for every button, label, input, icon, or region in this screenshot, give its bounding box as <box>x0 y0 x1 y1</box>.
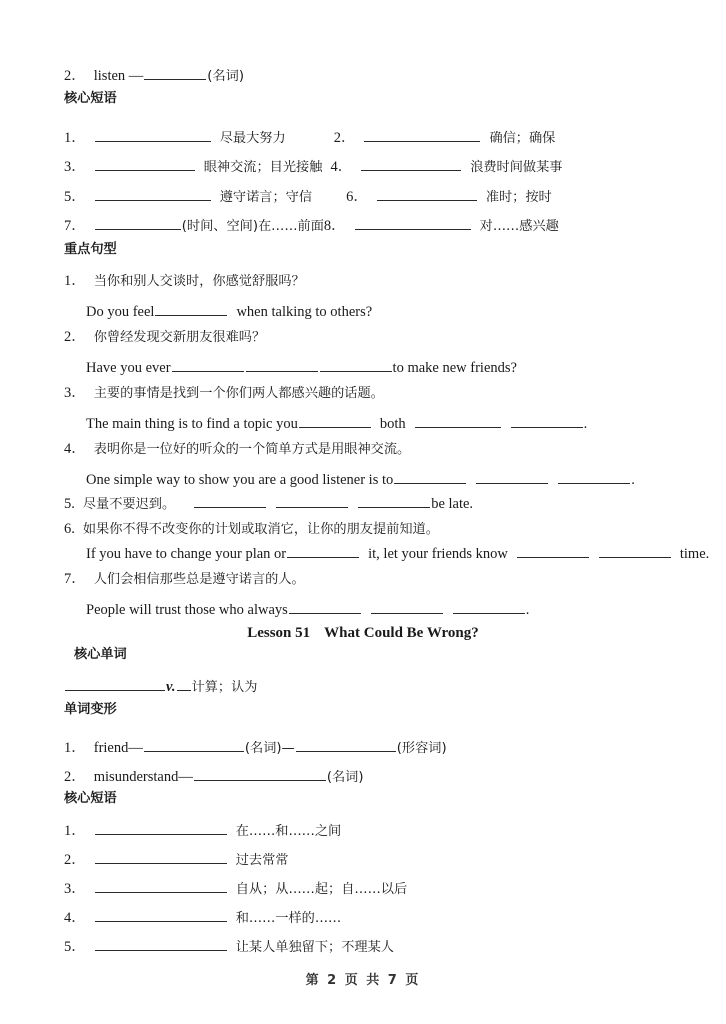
phrase-number: 2． <box>333 130 356 147</box>
sentence-3-en <box>86 412 587 432</box>
lesson-number: Lesson 51 <box>247 625 311 641</box>
word-meaning: 计算；认为 <box>191 680 258 696</box>
item-number: 2． <box>64 68 86 85</box>
sentence-4-en <box>86 468 635 488</box>
lesson-title <box>0 625 726 642</box>
sentence-7-cn <box>64 571 305 587</box>
l51-phrase-row-4 <box>64 906 341 926</box>
phrase-meaning: (时间、空间)在……前面 <box>181 219 324 235</box>
word-form-row-1 <box>64 736 447 756</box>
fill-blank[interactable] <box>95 185 211 201</box>
sentence-english-post: to make new friends? <box>392 360 517 377</box>
l51-phrase-row-5 <box>64 935 394 955</box>
l51-phrase-row-2 <box>64 848 289 868</box>
phrase-number: 8． <box>323 218 346 235</box>
fill-blank[interactable] <box>299 412 371 428</box>
fill-blank[interactable] <box>276 492 348 508</box>
phrase-meaning: 准时；按时 <box>485 190 552 206</box>
phrase-number: 6． <box>346 189 368 206</box>
lesson-title-text: What Could Be Wrong? <box>324 625 479 641</box>
phrase-row-3-4 <box>64 155 563 175</box>
pos-label: (形容词) <box>396 741 447 757</box>
fill-blank[interactable] <box>144 736 244 752</box>
phrase-row-7-8 <box>64 214 559 234</box>
sentence-english-post: . <box>525 602 530 619</box>
phrase-number: 3． <box>64 159 86 176</box>
sentence-english-pre: If you have to change your plan or <box>86 546 287 563</box>
fill-blank[interactable] <box>453 598 525 614</box>
page-footer: 第 2 页 共 7 页 <box>305 973 421 988</box>
fill-blank[interactable] <box>246 356 318 372</box>
sentence-chinese: 主要的事情是找到一个你们两人都感兴趣的话题。 <box>93 386 384 401</box>
fill-blank[interactable] <box>558 468 630 484</box>
sentence-number: 4． <box>64 441 86 457</box>
sentence-english-post: . <box>631 472 635 489</box>
phrase-number: 5． <box>64 189 86 206</box>
phrase-meaning: 对……感兴趣 <box>479 219 559 235</box>
phrase-meaning: 遵守诺言；守信 <box>219 190 313 206</box>
fill-blank[interactable] <box>358 492 430 508</box>
item-number: 1． <box>64 740 86 757</box>
phrase-meaning: 浪费时间做某事 <box>470 160 563 176</box>
sentence-english-post: . <box>583 416 588 433</box>
fill-blank[interactable] <box>364 126 480 142</box>
sentence-1-cn <box>64 273 305 289</box>
item-number: 2． <box>64 769 86 786</box>
sentence-chinese: 当你和别人交谈时，你感觉舒服吗？ <box>93 274 305 289</box>
fill-blank[interactable] <box>355 214 471 230</box>
fill-blank[interactable] <box>415 412 501 428</box>
phrase-number: 1． <box>64 130 86 147</box>
pos-label: (名词) <box>207 69 244 85</box>
sentence-1-en <box>86 300 372 320</box>
sentence-english-pre: Do you feel <box>86 304 155 321</box>
phrase-row-5-6 <box>64 185 552 205</box>
fill-blank[interactable] <box>194 765 326 781</box>
fill-blank[interactable] <box>296 736 396 752</box>
fill-blank[interactable] <box>95 819 227 835</box>
word-text: listen — <box>93 68 144 85</box>
fill-blank[interactable] <box>155 300 227 316</box>
fill-blank[interactable] <box>177 675 191 691</box>
l51-phrase-row-1 <box>64 819 341 839</box>
fill-blank[interactable] <box>371 598 443 614</box>
pos-label: (名词)— <box>244 741 295 757</box>
phrase-meaning: 眼神交流；目光接触 <box>203 160 323 176</box>
sentence-english-post: when talking to others? <box>236 304 373 321</box>
phrase-row-1-2 <box>64 126 555 146</box>
fill-blank[interactable] <box>95 155 195 171</box>
sentence-english-mid: both <box>379 416 406 433</box>
sentence-6-cn <box>64 521 439 537</box>
phrase-meaning: 和……一样的…… <box>235 911 342 927</box>
fill-blank[interactable] <box>95 877 227 893</box>
sentence-chinese: 表明你是一位好的听众的一个简单方式是用眼神交流。 <box>93 442 411 457</box>
sentence-7-en <box>86 598 529 618</box>
phrase-meaning: 确信；确保 <box>489 131 556 147</box>
fill-blank[interactable] <box>511 412 583 428</box>
core-word-entry <box>64 675 257 695</box>
key-sentences-heading: 重点句型 <box>64 242 117 257</box>
sentence-3-cn <box>64 385 384 401</box>
phrase-number: 4． <box>64 910 86 927</box>
phrase-number: 7． <box>64 218 86 235</box>
sentence-chinese: 人们会相信那些总是遵守诺言的人。 <box>93 572 305 587</box>
word-forms-heading: 单词变形 <box>64 702 117 717</box>
sentence-number: 1． <box>64 273 86 289</box>
sentence-chinese: 如果你不得不改变你的计划或取消它，让你的朋友提前知道。 <box>82 522 439 537</box>
phrase-number: 1． <box>64 823 86 840</box>
phrase-meaning: 尽最大努力 <box>219 131 286 147</box>
word-form-item-2 <box>64 64 244 84</box>
sentence-english-mid: it, let your friends know <box>368 546 508 563</box>
fill-blank[interactable] <box>517 542 589 558</box>
fill-blank[interactable] <box>65 675 165 691</box>
sentence-5 <box>64 492 473 512</box>
core-words-heading: 核心单词 <box>74 647 127 662</box>
fill-blank[interactable] <box>95 906 227 922</box>
fill-blank[interactable] <box>95 935 227 951</box>
phrase-meaning: 自从；从……起；自……以后 <box>235 882 408 898</box>
fill-blank[interactable] <box>194 492 266 508</box>
phrase-meaning: 在……和……之间 <box>235 824 342 840</box>
fill-blank[interactable] <box>377 185 477 201</box>
sentence-6-en <box>86 542 709 562</box>
sentence-number: 3． <box>64 385 86 401</box>
pos-label: (名词) <box>326 770 364 786</box>
word-form-row-2 <box>64 765 364 785</box>
word-text: friend— <box>93 740 143 757</box>
fill-blank[interactable] <box>476 468 548 484</box>
word-text: misunderstand— <box>93 769 193 786</box>
core-phrases-heading-l51: 核心短语 <box>64 791 117 806</box>
sentence-number: 7． <box>64 571 86 587</box>
part-of-speech: v. <box>166 679 176 696</box>
fill-blank[interactable] <box>320 356 392 372</box>
sentence-english-pre: The main thing is to find a topic you <box>86 416 298 433</box>
l51-phrase-row-3 <box>64 877 407 897</box>
sentence-english-pre: People will trust those who always <box>86 602 288 619</box>
fill-blank[interactable] <box>361 155 461 171</box>
fill-blank[interactable] <box>95 848 227 864</box>
sentence-english-pre: One simple way to show you are a good listener is to <box>86 472 394 489</box>
phrase-number: 2． <box>64 852 86 869</box>
sentence-english-pre: Have you ever <box>86 360 171 377</box>
fill-blank[interactable] <box>394 468 466 484</box>
sentence-number: 5. <box>64 496 75 513</box>
fill-blank[interactable] <box>95 214 181 230</box>
fill-blank[interactable] <box>172 356 244 372</box>
sentence-chinese: 尽量不要迟到。 <box>82 497 176 513</box>
phrase-number: 5． <box>64 939 86 956</box>
fill-blank[interactable] <box>144 64 206 80</box>
phrase-number: 3． <box>64 881 86 898</box>
fill-blank[interactable] <box>599 542 671 558</box>
fill-blank[interactable] <box>287 542 359 558</box>
sentence-4-cn <box>64 441 410 457</box>
sentence-2-cn <box>64 329 265 345</box>
fill-blank[interactable] <box>289 598 361 614</box>
sentence-number: 2． <box>64 329 86 345</box>
core-phrases-heading-l50: 核心短语 <box>64 91 117 106</box>
phrase-meaning: 过去常常 <box>235 853 289 869</box>
sentence-english-post: time. <box>679 546 710 563</box>
sentence-2-en <box>86 356 517 376</box>
sentence-english-post: be late. <box>431 496 474 513</box>
phrase-meaning: 让某人单独留下；不理某人 <box>235 940 394 956</box>
sentence-chinese: 你曾经发现交新朋友很难吗？ <box>93 330 266 345</box>
fill-blank[interactable] <box>95 126 211 142</box>
phrase-number: 4． <box>330 159 353 176</box>
sentence-number: 6. <box>64 521 75 537</box>
